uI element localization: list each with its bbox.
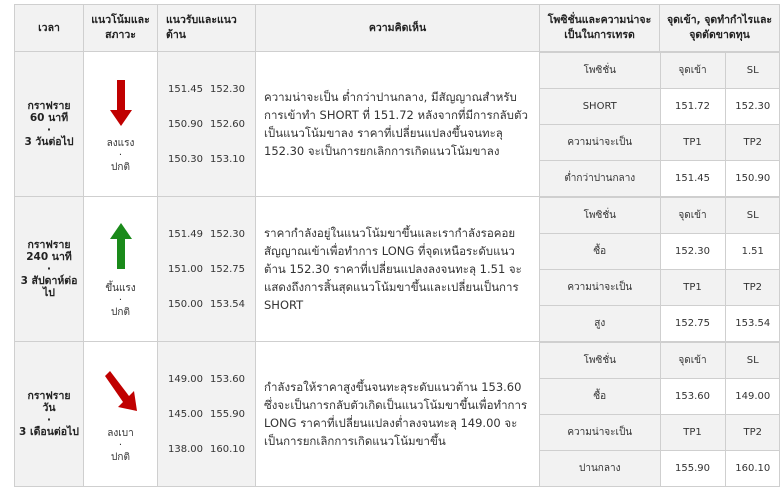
support-level: 151.49 (168, 228, 203, 240)
trade-grid-label: จุดเข้า (660, 198, 725, 234)
trade-grid-label: TP1 (660, 415, 725, 451)
trend-label: ลงเบา (107, 428, 134, 439)
trade-grid-label: โพซิชั่น (540, 53, 660, 89)
timeframe-text: 3 สัปดาห์ต่อไป (20, 275, 78, 299)
resistance-level: 153.60 (210, 373, 245, 385)
trend-cell (84, 197, 158, 342)
trade-grid-value: ต่ำกว่าปานกลาง (540, 161, 660, 197)
trend-label: · (118, 150, 123, 161)
support-level: 150.00 (168, 298, 203, 310)
trade-grid-value: 152.30 (660, 234, 725, 270)
trade-grid-value: ซื้อ (540, 379, 660, 415)
trade-grid-row (540, 53, 780, 89)
trade-grid-row (540, 125, 780, 161)
trade-grid-value: 149.00 (725, 379, 780, 415)
level-pair (168, 397, 255, 432)
timeframe-text: 60 นาที (29, 112, 69, 124)
trade-grid-row (540, 415, 780, 451)
trade-grid-row (540, 379, 780, 415)
timeframe-text: · (47, 124, 51, 136)
trade-grid-label: โพซิชั่น (540, 198, 660, 234)
trade-grid-label: TP1 (660, 125, 725, 161)
level-pair (168, 432, 255, 467)
trade-grid-label: จุดเข้า (660, 53, 725, 89)
support-level: 138.00 (168, 443, 203, 455)
timeframe-text: กราฟราย (27, 239, 71, 251)
level-pair (168, 142, 255, 177)
header-row (15, 5, 780, 52)
trend-text (84, 428, 157, 464)
level-pair (168, 287, 255, 322)
support-level: 149.00 (168, 373, 203, 385)
timeframe-text: กราฟราย (27, 100, 71, 112)
timeframe-text: วัน (42, 402, 56, 414)
trade-grid-value: 160.10 (725, 451, 780, 487)
header-position: โพซิชั่นและความน่าจะเป็นในการเทรด (540, 5, 660, 52)
timeframe-text: 3 เดือนต่อไป (19, 426, 79, 438)
timeframe-text: · (47, 414, 51, 426)
timeframe-text: 240 นาที (26, 251, 72, 263)
trade-grid (540, 52, 780, 196)
trade-grid-value: 152.75 (660, 306, 725, 342)
trade-grid-value: SHORT (540, 89, 660, 125)
comment-cell: กำลังรอให้ราคาสูงขึ้นจนทะลุระดับแนวต้าน 153.60 ซึ่งจะเป็นการกลับตัวเกิดเป็นแนวโน้มขาขึ้นเพื่อทำการ LONG ราคาที่เปลี่ยนแปลงต่ำลงจนทะลุ 149.00 จะเป็นการยกเลิกการเกิดแนวโน้มขาขึ้น (256, 342, 540, 487)
trade-grid-row (540, 306, 780, 342)
timeframe-text: 3 วันต่อไป (24, 136, 74, 148)
resistance-level: 153.10 (210, 153, 245, 165)
forecast-table (14, 4, 780, 487)
timeframe-text: กราฟราย (27, 390, 71, 402)
level-pair (168, 217, 255, 252)
trade-grid-label: TP2 (725, 415, 780, 451)
support-level: 145.00 (168, 408, 203, 420)
forecast-row (15, 342, 780, 487)
trade-grid-row (540, 198, 780, 234)
trend-label: ลงแรง (106, 138, 135, 149)
trend-label: ขึ้นแรง (105, 283, 136, 294)
resistance-level: 153.54 (210, 298, 245, 310)
resistance-level: 155.90 (210, 408, 245, 420)
header-entry: จุดเข้า, จุดทำกำไรและจุดตัดขาดทุน (660, 5, 780, 52)
level-pair (168, 252, 255, 287)
trend-label: ปกติ (111, 162, 130, 173)
trade-grid (540, 197, 780, 341)
trend-label: · (118, 440, 123, 451)
trade-grid-label: SL (725, 198, 780, 234)
trade-grid-row (540, 234, 780, 270)
trade-grid-row (540, 270, 780, 306)
trade-grid-value: 155.90 (660, 451, 725, 487)
timeframe-text: · (47, 263, 51, 275)
resistance-level: 152.30 (210, 83, 245, 95)
trade-grid-label: ความน่าจะเป็น (540, 270, 660, 306)
trade-grid-row (540, 89, 780, 125)
trade-grid-value: 1.51 (725, 234, 780, 270)
trade-grid-label: โพซิชั่น (540, 343, 660, 379)
timeframe-cell (15, 342, 84, 487)
trend-label: ปกติ (111, 452, 130, 463)
arrow-down-right-icon (84, 364, 157, 420)
header-time: เวลา (15, 5, 84, 52)
trade-grid-label: TP2 (725, 125, 780, 161)
trend-cell (84, 52, 158, 197)
trend-label: · (118, 295, 123, 306)
trade-grid-label: SL (725, 343, 780, 379)
trend-label: ปกติ (111, 307, 130, 318)
comment-cell: ราคากำลังอยู่ในแนวโน้มขาขึ้นและเรากำลังรอคอยสัญญาณเข้าเพื่อทำการ LONG ที่จุดเหนือระดับแนวต้าน 152.30 ราคาที่เปลี่ยนแปลงลงจนทะลุ 1.51 จะแสดงถึงการสิ้นสุดแนวโน้มขาขึ้นและเปลี่ยนเป็นการ SHORT (256, 197, 540, 342)
timeframe-cell (15, 197, 84, 342)
trade-grid-row (540, 451, 780, 487)
comment-cell: ความน่าจะเป็น ต่ำกว่าปานกลาง, มีสัญญาณสำหรับการเข้าทำ SHORT ที่ 151.72 หลังจากที่มีการกลับตัวเป็นแนวโน้มขาลง ราคาที่เปลี่ยนแปลงขึ้นจนทะลุ 152.30 จะเป็นการยกเลิกการเกิดแนวโน้มขาลง (256, 52, 540, 197)
level-pair (168, 107, 255, 142)
trade-grid-value: ซื้อ (540, 234, 660, 270)
support-level: 150.30 (168, 153, 203, 165)
resistance-level: 152.30 (210, 228, 245, 240)
header-comment: ความคิดเห็น (256, 5, 540, 52)
trade-grid-cell (540, 52, 780, 197)
support-level: 151.45 (168, 83, 203, 95)
support-level: 151.00 (168, 263, 203, 275)
forecast-row (15, 197, 780, 342)
trade-grid-value: ปานกลาง (540, 451, 660, 487)
trade-grid-cell (540, 197, 780, 342)
forecast-row (15, 52, 780, 197)
levels-cell (158, 342, 256, 487)
trade-grid-value: 152.30 (725, 89, 780, 125)
trend-text (84, 283, 157, 319)
trade-grid-value: สูง (540, 306, 660, 342)
level-pair (168, 362, 255, 397)
table-body (15, 52, 780, 487)
trade-grid-label: จุดเข้า (660, 343, 725, 379)
support-level: 150.90 (168, 118, 203, 130)
resistance-level: 152.60 (210, 118, 245, 130)
trade-grid-value: 150.90 (725, 161, 780, 197)
resistance-level: 152.75 (210, 263, 245, 275)
header-levels: แนวรับและแนวต้าน (158, 5, 256, 52)
trend-cell (84, 342, 158, 487)
header-trend: แนวโน้มและสภาวะ (84, 5, 158, 52)
levels-cell (158, 197, 256, 342)
trade-grid-row (540, 343, 780, 379)
trend-text (84, 138, 157, 174)
trade-grid (540, 342, 780, 486)
trade-grid-value: 153.60 (660, 379, 725, 415)
trade-grid-value: 153.54 (725, 306, 780, 342)
arrow-down-icon (84, 74, 157, 130)
trade-grid-label: ความน่าจะเป็น (540, 125, 660, 161)
trade-grid-row (540, 161, 780, 197)
trade-grid-cell (540, 342, 780, 487)
trade-grid-label: TP2 (725, 270, 780, 306)
levels-cell (158, 52, 256, 197)
level-pair (168, 72, 255, 107)
resistance-level: 160.10 (210, 443, 245, 455)
trade-grid-label: ความน่าจะเป็น (540, 415, 660, 451)
trade-grid-label: SL (725, 53, 780, 89)
trade-grid-value: 151.72 (660, 89, 725, 125)
arrow-up-icon (84, 219, 157, 275)
trade-grid-value: 151.45 (660, 161, 725, 197)
trade-grid-label: TP1 (660, 270, 725, 306)
timeframe-cell (15, 52, 84, 197)
